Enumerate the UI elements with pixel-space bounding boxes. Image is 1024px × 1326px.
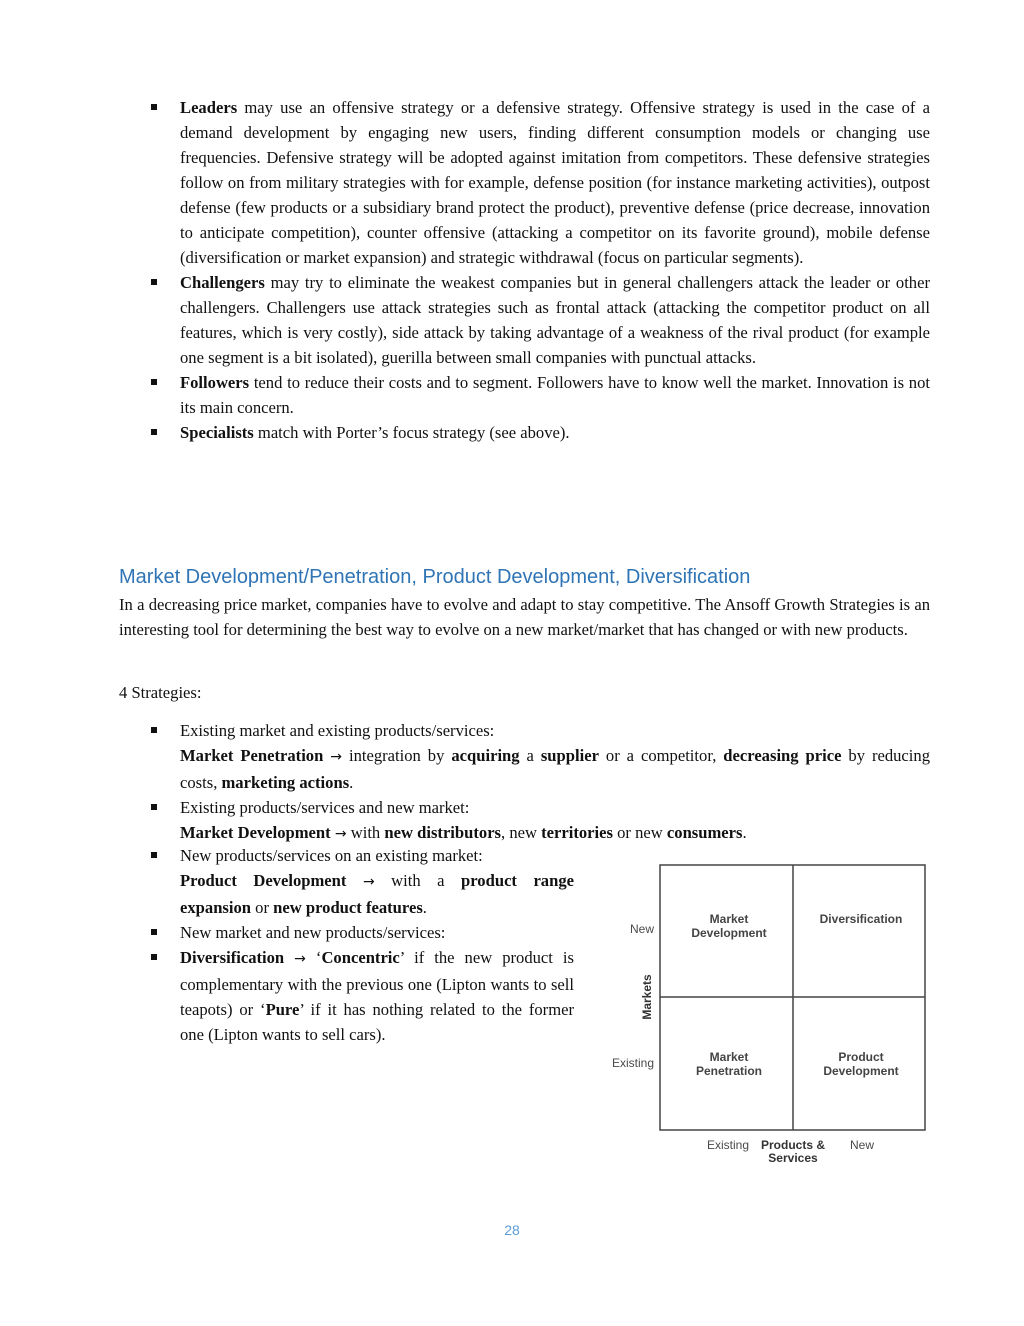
list-item-followers: Followers tend to reduce their costs and to segment. Followers have to know well the market. Innovation is not its main concern. — [150, 370, 930, 420]
strategy-market-development: Existing products/services and new market: Market Development → with new distributors, new territories or new consumers. — [150, 795, 930, 847]
cell-market-development-line2: Development — [691, 926, 767, 940]
y-axis-new-label: New — [629, 922, 655, 936]
section-intro: In a decreasing price market, companies have to evolve and adapt to stay competitive. The Ansoff Growth Strategies is an interesting tool for determining the best way to evolve on a new market/market that has changed or with new products. — [119, 595, 930, 639]
page-number: 28 — [504, 1222, 520, 1238]
cell-product-development-line1: Product — [838, 1050, 884, 1064]
ansoff-matrix-diagram — [600, 855, 940, 1175]
strategy-product-development: New products/services on an existing market: Product Development → with a product range expansion or new product features. — [150, 843, 574, 920]
x-axis-new-label: New — [849, 1138, 875, 1152]
list-item-specialists: Specialists match with Porter’s focus strategy (see above). — [150, 420, 930, 445]
strategy-diversification-condition: New market and new products/services: — [150, 920, 574, 945]
x-axis-title-line1: Products & — [760, 1138, 826, 1152]
y-axis-existing-label: Existing — [611, 1056, 655, 1070]
cell-market-penetration-line2: Penetration — [695, 1064, 763, 1078]
strategy-diversification: Diversification → ‘Concentric’ if the new product is complementary with the previous one (Lipton wants to sell teapots) or ‘Pure’ if it has nothing related to the former one (Lipton wants to sell cars). — [150, 945, 574, 1047]
strategies-list — [150, 718, 930, 847]
arrow-icon: → — [334, 826, 347, 842]
cell-diversification: Diversification — [819, 912, 903, 926]
competitive-positions-list — [150, 95, 930, 445]
strategies-label: 4 Strategies: — [119, 683, 202, 702]
x-axis-title-line2: Services — [768, 1151, 818, 1165]
list-item-leaders: Leaders may use an offensive strategy or a defensive strategy. Offensive strategy is used in the case of a demand development by engaging new users, finding different consumption models or changing use frequencies. Defensive strategy will be adopted against imitation from competitors. These defensive strategies follow on from military strategies with for example, defense position (for instance marketing activities), outpost defense (few products or a subsidiary brand protect the product), preventive defense (price decrease, innovation to anticipate competition), counter offensive (attacking a competitor on its favorite ground), mobile defense (diversification or market expansion) and strategic withdrawal (focus on particular segments). — [150, 95, 930, 270]
cell-product-development-line2: Development — [823, 1064, 899, 1078]
strategies-list-continued — [150, 843, 574, 1047]
cell-market-penetration-line1: Market — [709, 1050, 749, 1064]
x-axis-existing-label: Existing — [706, 1138, 750, 1152]
arrow-icon: → — [294, 951, 306, 967]
strategy-market-penetration: Existing market and existing products/services: Market Penetration → integration by acquiring a supplier or a competitor, decreasing price by reducing costs, marketing actions. — [150, 718, 930, 795]
arrow-icon: → — [362, 874, 375, 890]
list-item-challengers: Challengers may try to eliminate the weakest companies but in general challengers attack the leader or other challengers. Challengers use attack strategies such as frontal attack (attacking the competitor product on all features, which is very costly), side attack by taking advantage of a weakness of the rival product (for example one segment is a bit isolated), guerilla between small companies with punctual attacks. — [150, 270, 930, 370]
y-axis-title: Markets — [640, 974, 654, 1020]
cell-market-development-line1: Market — [709, 912, 749, 926]
section-heading: Market Development/Penetration, Product Development, Diversification — [119, 566, 751, 588]
arrow-icon: → — [330, 749, 343, 765]
